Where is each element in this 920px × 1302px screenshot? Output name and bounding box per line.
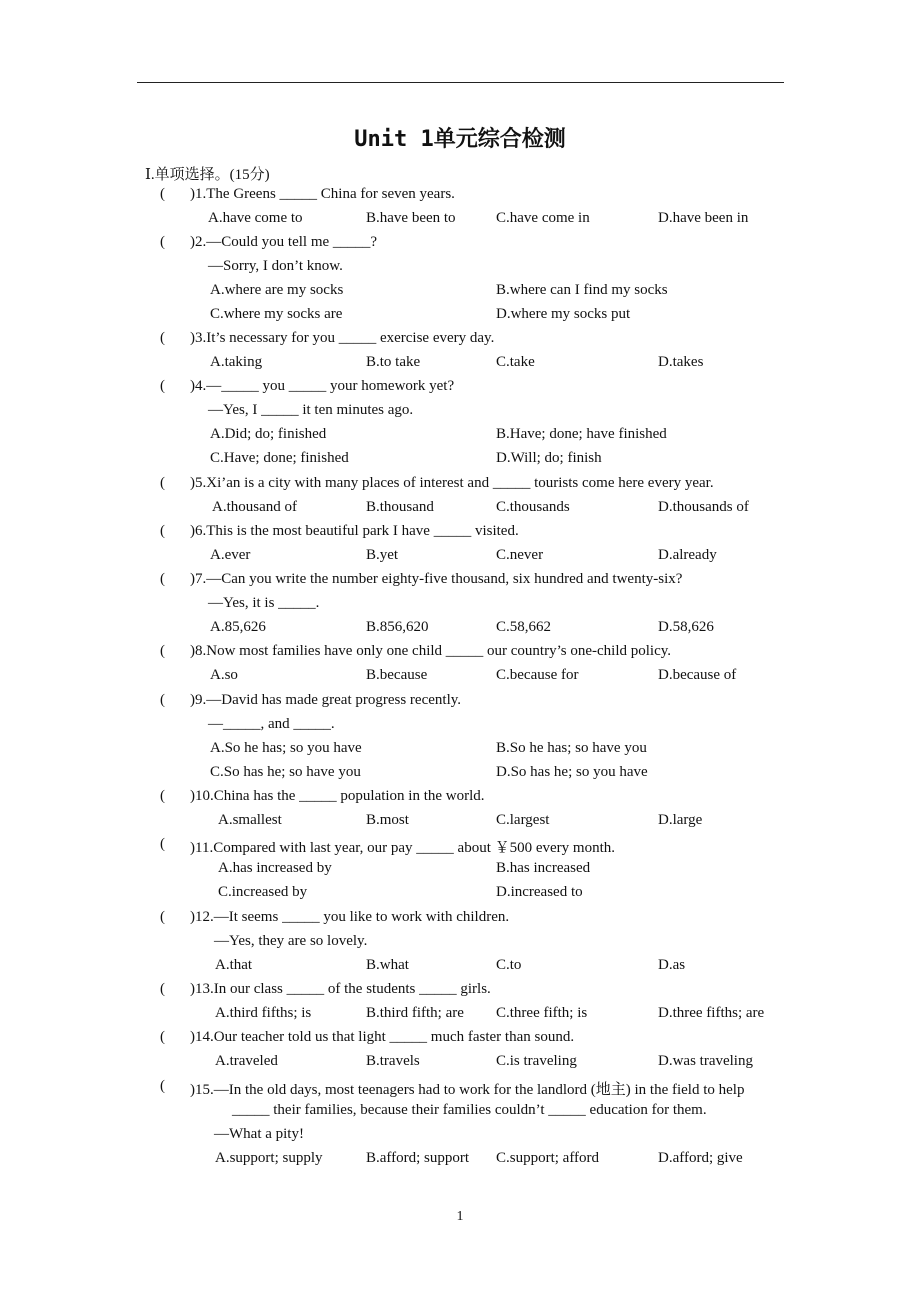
q10-option-a: A.smallest [218,812,282,828]
answer-bracket[interactable]: ( [160,571,165,587]
answer-bracket[interactable]: ( [160,1078,165,1094]
q15-option-c: C.support; afford [496,1150,600,1166]
question-9 [0,692,920,716]
q2-option-b: B.where can I find my socks [496,282,668,298]
question-text: )5.Xi’an is a city with many places of interest and _____ tourists come here every year. [190,475,714,491]
question-11 [0,836,920,860]
answer-bracket[interactable]: ( [160,692,165,708]
question-text: )10.China has the _____ population in the world. [190,788,485,804]
q15-continuation: _____ their families, because their families couldn’t _____ education for them. [232,1102,707,1118]
q2-option-c: C.where my socks are [210,306,343,322]
q9-option-c: C.So has he; so have you [210,764,361,780]
page-title: Unit 1单元综合检测 [354,127,566,152]
q7-option-b: B.856,620 [366,619,429,635]
answer-bracket[interactable]: ( [160,186,165,202]
question-10 [0,788,920,812]
question-2 [0,234,920,258]
section-heading: Ⅰ.单项选择。(15分) [145,167,270,183]
question-12 [0,909,920,933]
q6-option-d: D.already [658,547,717,563]
answer-bracket[interactable]: ( [160,836,165,852]
q11-option-a: A.has increased by [218,860,332,876]
question-text: )12.—It seems _____ you like to work with children. [190,909,510,925]
q13-option-b: B.third fifth; are [366,1005,464,1021]
q8-option-a: A.so [210,667,238,683]
q11-option-d: D.increased to [496,884,583,900]
question-text: )14.Our teacher told us that light _____ much faster than sound. [190,1029,575,1045]
q4-reply: —Yes, I _____ it ten minutes ago. [208,402,414,418]
q10-option-b: B.most [366,812,409,828]
question-text: )1.The Greens _____ China for seven years. [190,186,455,202]
q3-option-d: D.takes [658,354,704,370]
q13-option-a: A.third fifths; is [215,1005,312,1021]
answer-bracket[interactable]: ( [160,788,165,804]
q9-option-b: B.So he has; so have you [496,740,647,756]
question-5 [0,475,920,499]
q15-option-d: D.afford; give [658,1150,743,1166]
question-4 [0,378,920,402]
q4-option-d: D.Will; do; finish [496,450,602,466]
q1-option-b: B.have been to [366,210,456,226]
q11-option-b: B.has increased [496,860,591,876]
q6-option-c: C.never [496,547,544,563]
answer-bracket[interactable]: ( [160,909,165,925]
question-text: )15.—In the old days, most teenagers had to work for the landlord (地主) in the field to help [190,1082,745,1098]
answer-bracket[interactable]: ( [160,981,165,997]
q3-option-a: A.taking [210,354,263,370]
q2-option-a: A.where are my socks [210,282,344,298]
answer-bracket[interactable]: ( [160,330,165,346]
q12-option-d: D.as [658,957,686,973]
q2-reply: —Sorry, I don’t know. [208,258,343,274]
q15-reply: —What a pity! [214,1126,304,1142]
q15-option-b: B.afford; support [366,1150,470,1166]
q7-option-a: A.85,626 [210,619,266,635]
q4-option-c: C.Have; done; finished [210,450,349,466]
q4-option-a: A.Did; do; finished [210,426,327,442]
q3-option-b: B.to take [366,354,421,370]
question-text: )4.—_____ you _____ your homework yet? [190,378,455,394]
q5-option-a: A.thousand of [212,499,297,515]
q10-option-d: D.large [658,812,703,828]
question-3 [0,330,920,354]
question-text: )2.—Could you tell me _____? [190,234,378,250]
q7-reply: —Yes, it is _____. [208,595,320,611]
question-text: )8.Now most families have only one child _____ our country’s one-child policy. [190,643,672,659]
q9-reply: —_____, and _____. [208,716,335,732]
q12-option-b: B.what [366,957,409,973]
question-13 [0,981,920,1005]
question-text: )9.—David has made great progress recently. [190,692,462,708]
q1-option-d: D.have been in [658,210,749,226]
q11-option-c: C.increased by [218,884,308,900]
question-14 [0,1029,920,1053]
question-1 [0,186,920,210]
question-text: )7.—Can you write the number eighty-five thousand, six hundred and twenty-six? [190,571,683,587]
q14-option-a: A.traveled [215,1053,278,1069]
q8-option-c: C.because for [496,667,579,683]
q14-option-c: C.is traveling [496,1053,577,1069]
question-8 [0,643,920,667]
q5-option-d: D.thousands of [658,499,749,515]
q9-option-d: D.So has he; so you have [496,764,648,780]
q14-option-d: D.was traveling [658,1053,753,1069]
q1-option-a: A.have come to [208,210,303,226]
question-6 [0,523,920,547]
answer-bracket[interactable]: ( [160,643,165,659]
q12-option-a: A.that [215,957,253,973]
q8-option-d: D.because of [658,667,737,683]
q1-option-c: C.have come in [496,210,590,226]
question-text: )11.Compared with last year, our pay _____ about ￥500 every month. [190,840,616,856]
q6-option-b: B.yet [366,547,399,563]
q12-option-c: C.to [496,957,522,973]
q10-option-c: C.largest [496,812,550,828]
q9-option-a: A.So he has; so you have [210,740,362,756]
q14-option-b: B.travels [366,1053,420,1069]
q4-option-b: B.Have; done; have finished [496,426,667,442]
answer-bracket[interactable]: ( [160,234,165,250]
q5-option-c: C.thousands [496,499,570,515]
answer-bracket[interactable]: ( [160,475,165,491]
answer-bracket[interactable]: ( [160,1029,165,1045]
q15-option-a: A.support; supply [215,1150,323,1166]
question-text: )13.In our class _____ of the students _____ girls. [190,981,491,997]
q2-option-d: D.where my socks put [496,306,631,322]
q3-option-c: C.take [496,354,535,370]
question-7 [0,571,920,595]
question-15 [0,1078,920,1102]
q13-option-c: C.three fifth; is [496,1005,588,1021]
answer-bracket[interactable]: ( [160,378,165,394]
question-text: )6.This is the most beautiful park I have _____ visited. [190,523,519,539]
q6-option-a: A.ever [210,547,251,563]
q7-option-c: C.58,662 [496,619,552,635]
answer-bracket[interactable]: ( [160,523,165,539]
q13-option-d: D.three fifths; are [658,1005,765,1021]
q12-reply: —Yes, they are so lovely. [214,933,368,949]
page-number: 1 [456,1209,464,1224]
q7-option-d: D.58,626 [658,619,714,635]
q8-option-b: B.because [366,667,428,683]
header-rule [137,82,784,83]
question-text: )3.It’s necessary for you _____ exercise every day. [190,330,495,346]
q5-option-b: B.thousand [366,499,434,515]
